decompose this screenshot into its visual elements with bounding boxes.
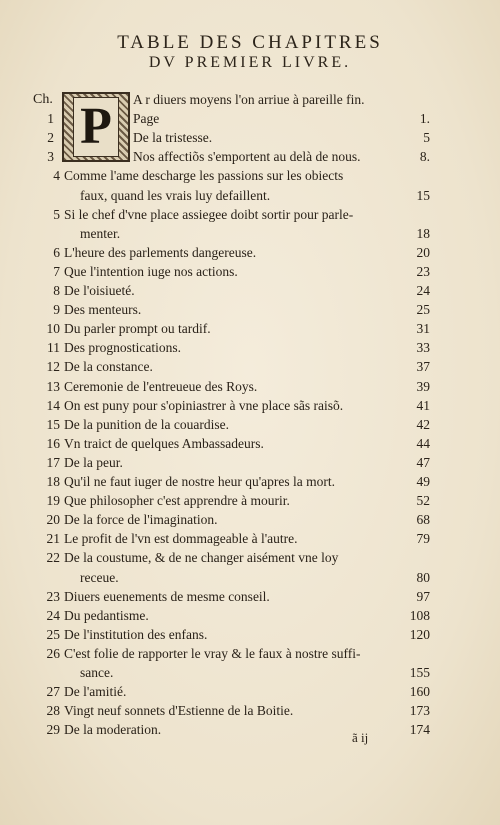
chapter-page: 68 <box>416 512 430 528</box>
chapter-title: De l'institution des enfans. <box>64 626 208 642</box>
chapter-title: Si le chef d'vne place assiegee doibt sortir pour parle- <box>64 206 354 222</box>
chapter-title: De la force de l'imagination. <box>64 512 218 528</box>
chapter-number: 25 <box>46 626 60 642</box>
chapter-page: 20 <box>416 244 430 260</box>
table-title: TABLE DES CHAPITRES <box>117 32 383 53</box>
chapter-number: 3 <box>47 149 54 165</box>
chapter-entry <box>0 129 500 147</box>
chapter-entry <box>0 683 500 701</box>
chapter-number: 10 <box>46 321 60 337</box>
chapter-number: 2 <box>47 130 54 146</box>
chapter-title: Vingt neuf sonnets d'Estienne de la Boitie. <box>64 703 294 719</box>
chapter-title: De la coustume, & de ne changer aisément vne loy <box>64 550 339 566</box>
chapter-entry <box>0 397 500 415</box>
chapter-number: 12 <box>46 359 60 375</box>
chapter-title: De la moderation. <box>64 722 162 738</box>
chapter-number: 11 <box>47 340 60 356</box>
chapter-title: sance. <box>80 665 114 680</box>
chapter-title: Page <box>133 111 160 127</box>
chapter-title: Ceremonie de l'entreueue des Roys. <box>64 378 258 394</box>
chapter-entry <box>0 358 500 376</box>
chapter-page: 39 <box>416 378 430 394</box>
chapter-title: Diuers euenements de mesme conseil. <box>64 588 270 604</box>
chapter-number: 5 <box>53 206 60 222</box>
chapter-title: menter. <box>80 225 121 241</box>
chapter-number: 17 <box>46 454 60 470</box>
chapter-title: De l'amitié. <box>64 684 127 700</box>
chapter-title: Le profit de l'vn est dommageable à l'autre. <box>64 531 298 547</box>
chapter-title: A r diuers moyens l'on arriue à pareille fin. <box>133 92 365 107</box>
chapter-title: Qu'il ne faut iuger de nostre heur qu'apres la mort. <box>64 474 336 489</box>
chapter-title: faux, quand les vrais luy defaillent. <box>80 187 271 203</box>
chapter-entry <box>0 645 500 663</box>
chapter-entry <box>0 91 500 109</box>
chapter-entry <box>0 320 500 338</box>
chapter-title: Nos affectiõs s'emportent au delà de nous. <box>133 149 361 165</box>
chapter-title: De l'oisiueté. <box>64 283 135 298</box>
chapter-number: 27 <box>46 684 60 700</box>
chapter-entry <box>0 263 500 281</box>
chapter-entry <box>0 110 500 128</box>
chapter-title: L'heure des parlements dangereuse. <box>64 244 257 260</box>
chapter-page: 44 <box>416 435 430 451</box>
chapter-title: Du parler prompt ou tardif. <box>64 321 211 337</box>
chapter-number: 14 <box>46 397 60 413</box>
chapter-page: 173 <box>409 703 430 719</box>
chapter-number: 7 <box>53 263 60 279</box>
chapter-page: 41 <box>416 397 430 413</box>
chapter-page: 97 <box>416 588 430 604</box>
chapter-entry <box>0 167 500 185</box>
chapter-entry <box>0 702 500 720</box>
chapter-page: 155 <box>409 665 430 680</box>
chapter-title: Comme l'ame descharge les passions sur les obiects <box>64 168 344 184</box>
chapter-number: 26 <box>46 645 60 661</box>
chapter-title: De la peur. <box>64 454 123 470</box>
chapter-entry <box>0 549 500 567</box>
chapter-page: 25 <box>416 302 430 318</box>
chapter-entry <box>0 626 500 644</box>
chapter-page: 23 <box>416 263 430 279</box>
chapter-page: 33 <box>416 340 430 356</box>
chapter-entry <box>0 530 500 548</box>
chapter-entry <box>0 473 500 491</box>
chapter-entry <box>0 511 500 529</box>
chapter-page: 1. <box>419 111 430 127</box>
chapter-number: 9 <box>53 302 60 318</box>
chapter-number: 21 <box>46 531 60 547</box>
chapter-entry <box>0 588 500 606</box>
chapter-entry <box>0 187 500 205</box>
chapter-page: 31 <box>416 321 430 337</box>
chapter-page: 42 <box>416 416 430 432</box>
chapter-number: 29 <box>46 722 60 738</box>
chapter-title: On est puny pour s'opiniastrer à vne place sãs raisõ. <box>64 397 344 413</box>
chapter-entry <box>0 244 500 262</box>
chapter-page: 8. <box>419 149 430 165</box>
chapter-number: 16 <box>46 435 60 451</box>
chapter-number: 4 <box>53 168 60 184</box>
chapter-title: Du pedantisme. <box>64 607 149 623</box>
chapter-number: 15 <box>46 416 60 432</box>
chapter-number: 1 <box>47 111 54 127</box>
chapter-page: 174 <box>409 722 430 738</box>
chapter-title: Que l'intention iuge nos actions. <box>64 263 238 279</box>
chapter-entry <box>0 225 500 243</box>
chapter-title: Des menteurs. <box>64 302 142 318</box>
chapter-entry <box>0 206 500 224</box>
chapter-title: C'est folie de rapporter le vray & le faux à nostre suffi- <box>64 645 361 661</box>
chapter-title: De la constance. <box>64 359 153 375</box>
chapter-page: 79 <box>416 531 430 547</box>
chapter-entry <box>0 416 500 434</box>
chapter-page: 80 <box>416 569 430 585</box>
chapter-page: 49 <box>416 474 430 489</box>
chapter-number: 13 <box>46 378 60 394</box>
chapter-title: De la punition de la couardise. <box>64 416 229 432</box>
chapter-page: 120 <box>409 626 430 642</box>
chapter-entry <box>0 282 500 300</box>
chapter-entry <box>0 664 500 682</box>
table-subtitle: DV PREMIER LIVRE. <box>148 54 352 71</box>
chapter-column-label: Ch. <box>33 92 53 107</box>
chapter-entry <box>0 454 500 472</box>
chapter-number: 20 <box>46 512 60 528</box>
chapter-entry <box>0 301 500 319</box>
initial-letter-glyph: P <box>73 97 119 157</box>
chapter-entry <box>0 492 500 510</box>
chapter-number: 22 <box>46 550 60 566</box>
chapter-entry <box>0 607 500 625</box>
chapter-entry <box>0 435 500 453</box>
chapter-number: 18 <box>46 474 60 489</box>
chapter-entry <box>0 569 500 587</box>
chapter-title: Vn traict de quelques Ambassadeurs. <box>64 435 264 451</box>
chapter-number: 19 <box>46 493 60 509</box>
chapter-page: 160 <box>409 684 430 700</box>
chapter-page: 18 <box>416 225 430 241</box>
chapter-entry <box>0 339 500 357</box>
chapter-number: 23 <box>46 588 60 604</box>
chapter-title: receue. <box>80 569 119 585</box>
chapter-title: Que philosopher c'est apprendre à mourir. <box>64 493 290 509</box>
chapter-page: 24 <box>416 283 430 298</box>
chapter-number: 24 <box>46 607 60 623</box>
signature-mark: ã ij <box>352 730 369 745</box>
chapter-page: 47 <box>416 454 430 470</box>
chapter-page: 5 <box>423 130 430 146</box>
chapter-number: 8 <box>53 283 60 298</box>
chapter-number: 6 <box>53 244 60 260</box>
chapter-title: Des prognostications. <box>64 340 181 356</box>
chapter-entry <box>0 721 500 739</box>
chapter-page: 37 <box>416 359 430 375</box>
chapter-entry <box>0 378 500 396</box>
chapter-title: De la tristesse. <box>133 130 213 146</box>
chapter-page: 15 <box>416 187 430 203</box>
chapter-entry <box>0 148 500 166</box>
chapter-page: 52 <box>416 493 430 509</box>
chapter-page: 108 <box>409 607 430 623</box>
chapter-number: 28 <box>46 703 60 719</box>
